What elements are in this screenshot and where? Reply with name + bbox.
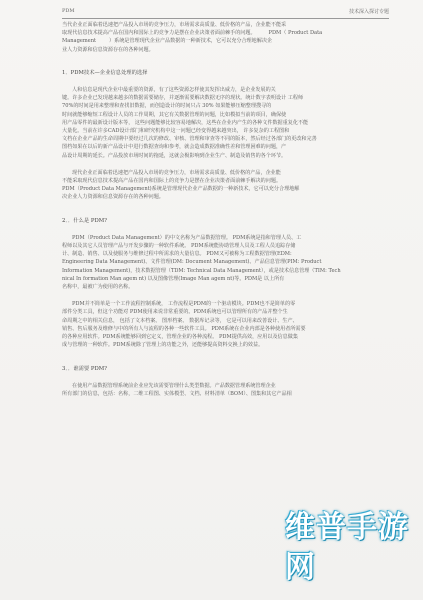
text-line: 现代企业正面临着迅速把产品投入市场的竞争压力，市场需求高质量、低价格的产品，企业能 <box>72 169 281 176</box>
text-line: 用产品零件的最新设计版本等， 这些问题能够比较容易地解决，这些在企业内产生的各种文件数据重复化不能 <box>62 119 309 126</box>
section1-paragraph <box>62 86 390 160</box>
page-header <box>62 8 389 19</box>
text-line: 销售、售后服务及维修与中的所有人与流程的各种一些软件工具。 PDM系统在企业内部是各种使用者所需要 <box>62 325 306 332</box>
section-title: 1．PDM技术—企业信息处理的选择 <box>62 69 148 76</box>
text-line: 部件分类工具，但这个功能对 PDM使用来说非常重要的。PDM系统也可以管理所有的产品并整个生 <box>62 309 288 316</box>
intro-line: Management ）系统是管理现代企业产品数据的一种新技术，它可以充分合理地解决企 <box>62 38 273 45</box>
intro-line: 业人力资源和信息资源存在的各种问题。 <box>62 46 154 53</box>
text-line: 大量化。当前在许多CAD设计部门和研究机构中这一问题已经变得越来越突出， 许多复杂的工程图和 <box>62 128 290 135</box>
pdm-label: PDM（ Product Data <box>268 30 323 37</box>
text-line: PDM（Product Data Management）的中文名称为产品数据管理。 PDM系统是指和管理人员、工 <box>72 234 302 241</box>
text-line: 的各种应用软件。PDM系统能够回到它定义，管理企业的各种流程。 PDM提供高效，应用以及信息做集 <box>62 334 298 341</box>
header-right: 技术深入探讨专题 <box>348 9 389 15</box>
text-line: PDM（Product Data Management)系统是管理现代企业产品数据的一种新技术，它可以充分合理地解 <box>62 186 300 193</box>
text-line: Information Management)，技术数据管理（TDM: Technical Data Management），或是技术信息管理（TIM: Tech <box>62 267 341 274</box>
text-line: 在使用产品数据管理系统前企业应先该需要管理什么类型数据。产品数据管理系统管理企业 <box>72 382 276 389</box>
text-line: 键。许多企业已发现越来越多的数据需要储存，并逐渐需要解决数据无序的现状。统计数字表明设计 工程师 <box>62 95 304 102</box>
text-line: 时间就能够缩短工程设计人员的工作周期，其它有关数据管理的问题，比如模拟当前的项目，确保使 <box>62 111 287 118</box>
text-line: 图档如果在以后的新产品设计中进行数据查询和参考，就会造成数据准确性差和管理困难的问题，产 <box>62 144 287 151</box>
text-line: PDM并不简单是一个工作流程控制系统， 工作流程是PDM的一个驱动模块。PDM也不是简单的零 <box>72 301 296 308</box>
text-line: 名称中，最被广为使用的名称。 <box>62 284 134 291</box>
text-line: 程师以及其它人员管理产品与开发步骤的一种软件系统。 PDM系统能协助管理人员及工程人员追踪存储 <box>62 243 296 250</box>
section2-paragraph <box>62 234 390 291</box>
text-line: 成与管理的一种软件。PDM系统除了管理上的功能之外，还能够提高资料交换上的效益。 <box>62 342 264 349</box>
watermark-text: 维普手游网 <box>285 510 409 585</box>
section2-paragraph-2 <box>62 300 390 349</box>
section1-paragraph-2 <box>62 169 390 202</box>
text-line: 品设计周期的延长。产品投放市场时间的拖延，这就会极影响到企业生产、制造及销售的各个环节。 <box>62 152 287 159</box>
text-line: 所有部门的信息，包括：名称，二维工程图、实体模型、文档、材料清单（BOM）、图集和其它产品相 <box>62 390 292 397</box>
text-line: 决企业人力资源和信息资源存在的各种问题。 <box>62 194 164 201</box>
text-line: Engineering Data Management)、文件管理(DM: Document Management)、产品信息管理(PIM: Product <box>62 259 322 266</box>
text-line: 文档在企业产品的生命周期中要经过几次的修改、审核、管理和审查等不同的版本，然后经过各部门的更改和完善 <box>62 136 317 143</box>
header-left: PDM <box>62 8 75 14</box>
text-line: 人和信息是现代企业中最重要的资源，有了这些资源怎样使其发挥出威力，是企业发展的关 <box>72 87 276 94</box>
text-line: 70%的时间是用来整理和查找旧数据，而创造设计的时间只占 30% 如果能够压缩整理搜寻的 <box>62 103 272 110</box>
text-line: 计、制造、销售、以及使服务与维修过程中所需求的大量信息。 PDM又可被称为工程数据管理(EDM: <box>62 251 292 258</box>
text-line: 不能采取现代信息技术提高产品在国内和国际上的竞争力是摆在企业决策者面前棘手解决的问题。 <box>62 178 282 185</box>
intro-line: 取现代信息技术提高产品在国内和国际上的竞争力是摆在企业决策者面前棘手的问题。 PDM（ Product Data <box>62 30 323 37</box>
watermark-logo <box>285 510 413 588</box>
section-title: 2．．什么是 PDM? <box>62 217 107 224</box>
text-line: nical In formation Man agem nt) 以及图像管理(Image Man agem nt)等。PDM是 以上所有 <box>62 275 285 282</box>
section3-paragraph <box>62 382 390 398</box>
document-body <box>62 21 390 398</box>
section-title: 3．．谁需要 PDM? <box>62 365 107 372</box>
text-line: 命周期之中的相关信息， 包括了文本档案、 图形档案、 数据库记录等， 它是可以用来改善设计、生产、 <box>62 317 298 324</box>
intro-line: 当代企业正面临着迅速把产品投入市场的竞争压力，市场需求高质量、低价格的产品，企业能不能采 <box>62 22 287 28</box>
